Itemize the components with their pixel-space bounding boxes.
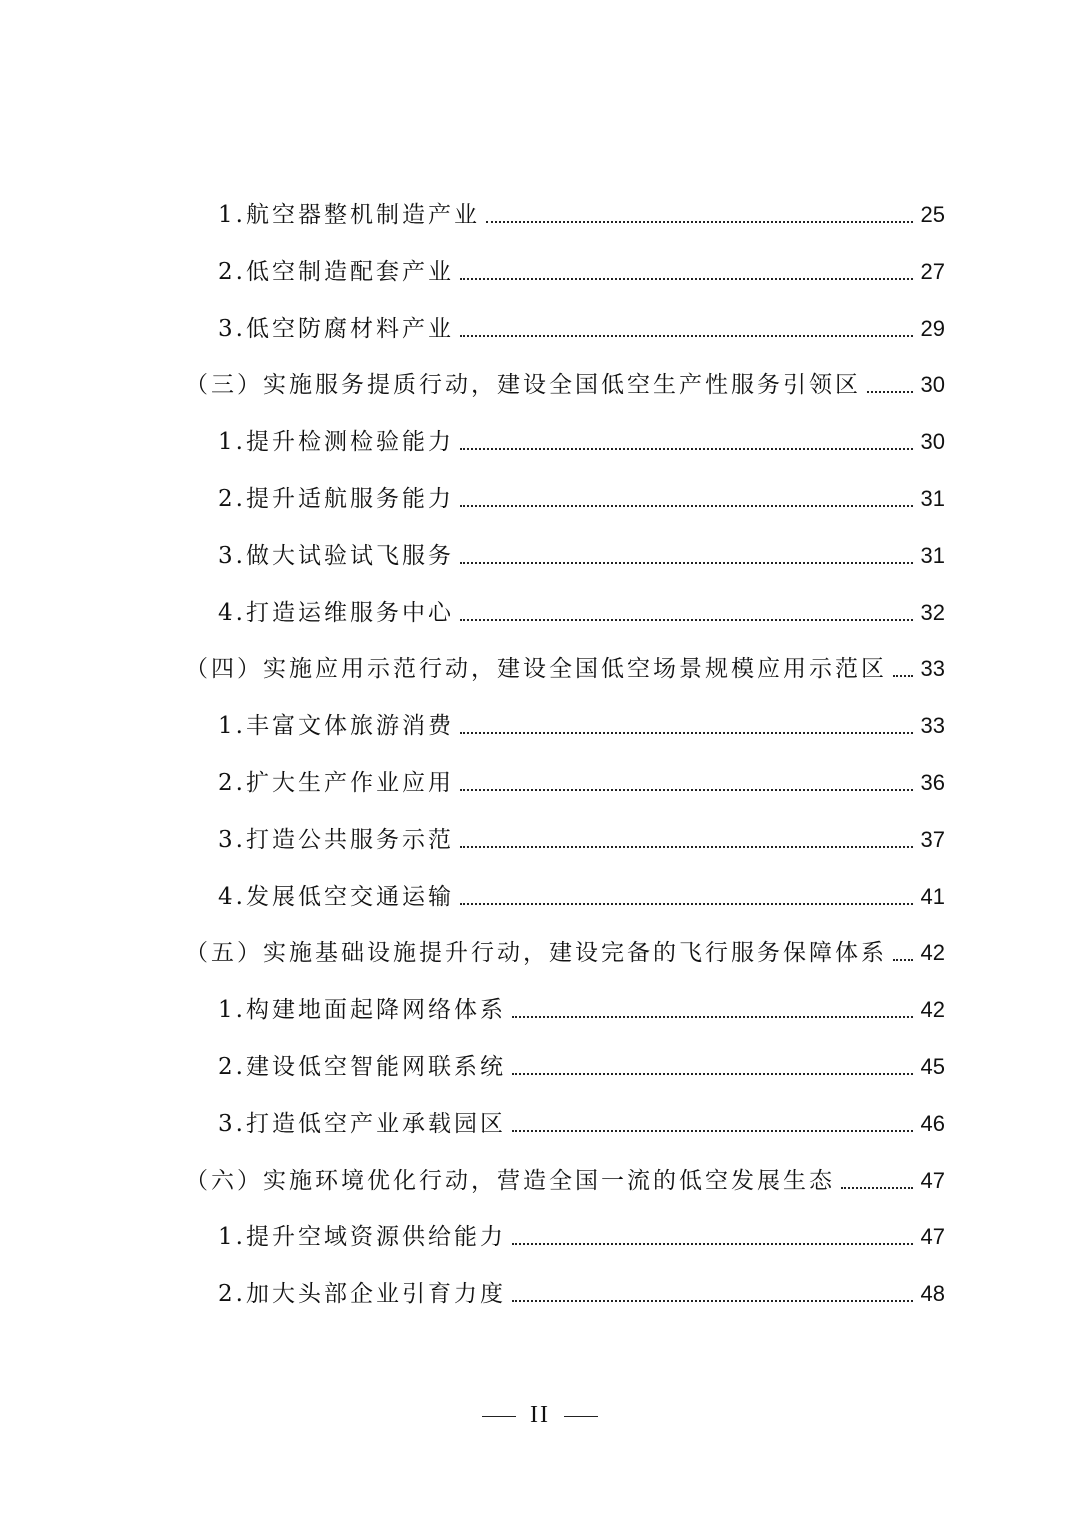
toc-entry[interactable] [218, 1212, 945, 1252]
toc-entry[interactable] [218, 815, 945, 855]
toc-entry-title: （六）实施环境优化行动，营造全国一流的低空发展生态 [185, 1167, 835, 1194]
toc-entry-page-number: 47 [920, 1224, 945, 1250]
toc-entry[interactable] [218, 247, 945, 287]
toc-dot-leader [893, 675, 913, 677]
toc-entry[interactable] [218, 985, 945, 1025]
toc-entry-title: 1.丰富文体旅游消费 [218, 713, 454, 740]
toc-entry[interactable] [218, 758, 945, 798]
toc-entry[interactable] [218, 190, 945, 230]
toc-entry-page-number: 47 [920, 1167, 945, 1193]
toc-entry-page-number: 31 [920, 486, 945, 511]
toc-entry-page-number: 33 [920, 713, 945, 739]
toc-entry-page-number: 29 [920, 315, 945, 341]
toc-entry-title: 1.提升检测检验能力 [218, 429, 454, 456]
toc-entry[interactable] [218, 304, 945, 344]
toc-dot-leader [512, 1130, 913, 1132]
toc-entry-title: 2.提升适航服务能力 [218, 486, 454, 512]
toc-entry-page-number: 42 [920, 997, 945, 1023]
toc-dot-leader [460, 335, 913, 337]
toc-entry[interactable] [218, 701, 945, 741]
toc-dot-leader [512, 1016, 913, 1018]
toc-entry-page-number: 25 [920, 202, 945, 227]
toc-entry-page-number: 30 [920, 372, 945, 398]
toc-section-heading[interactable] [185, 1156, 945, 1196]
toc-entry-title: 1.构建地面起降网络体系 [218, 997, 506, 1024]
toc-entry-page-number: 30 [920, 429, 945, 455]
toc-dot-leader [460, 562, 913, 564]
toc-dot-leader [460, 619, 913, 621]
toc-entry-title: （五）实施基础设施提升行动，建设完备的飞行服务保障体系 [185, 940, 887, 967]
toc-entry-page-number: 27 [920, 258, 945, 284]
toc-entry-title: 2.扩大生产作业应用 [218, 770, 454, 796]
toc-dot-leader [486, 221, 913, 223]
toc-dot-leader [460, 448, 913, 450]
footer-page-number: II [530, 1402, 550, 1428]
toc-entry-title: 2.加大头部企业引育力度 [218, 1281, 506, 1308]
toc-entry[interactable] [218, 588, 945, 628]
toc-entry-page-number: 32 [920, 599, 945, 625]
toc-entry-title: （四）实施应用示范行动，建设全国低空场景规模应用示范区 [185, 656, 887, 683]
toc-entry-title: 2.建设低空智能网联系统 [218, 1054, 506, 1080]
toc-entry-page-number: 45 [920, 1054, 945, 1079]
toc-section-heading[interactable] [185, 928, 945, 968]
toc-dot-leader [512, 1073, 913, 1075]
footer-dash-left [482, 1416, 516, 1417]
toc-entry-title: （三）实施服务提质行动，建设全国低空生产性服务引领区 [185, 372, 861, 399]
toc-entry-title: 3.打造低空产业承载园区 [218, 1110, 506, 1137]
toc-entry-title: 4.打造运维服务中心 [218, 599, 454, 626]
toc-entry-page-number: 41 [920, 883, 945, 909]
toc-dot-leader [460, 846, 913, 848]
toc-dot-leader [460, 505, 913, 507]
toc-entry-page-number: 48 [920, 1281, 945, 1307]
toc-dot-leader [841, 1187, 913, 1189]
toc-dot-leader [867, 391, 913, 393]
toc-entry-page-number: 42 [920, 940, 945, 966]
toc-entry[interactable] [218, 1269, 945, 1309]
toc-entry-page-number: 33 [920, 656, 945, 682]
toc-dot-leader [512, 1300, 913, 1302]
toc-dot-leader [460, 732, 913, 734]
toc-entry-title: 1.提升空域资源供给能力 [218, 1224, 506, 1251]
toc-dot-leader [460, 278, 913, 280]
footer-dash-right [564, 1416, 598, 1417]
toc-entry-title: 4.发展低空交通运输 [218, 883, 454, 910]
toc-entry[interactable] [218, 1099, 945, 1139]
toc-entry-title: 1.航空器整机制造产业 [218, 202, 480, 228]
toc-entry[interactable] [218, 872, 945, 912]
toc-entry[interactable] [218, 531, 945, 571]
toc-dot-leader [460, 903, 913, 905]
toc-entry-page-number: 37 [920, 826, 945, 852]
toc-entry-title: 3.做大试验试飞服务 [218, 542, 454, 569]
toc-section-heading[interactable] [185, 644, 945, 684]
toc-dot-leader [512, 1243, 913, 1245]
toc-entry-title: 2.低空制造配套产业 [218, 258, 454, 285]
toc-entry-page-number: 31 [920, 542, 945, 568]
toc-entry-page-number: 36 [920, 770, 945, 795]
toc-section-heading[interactable] [185, 360, 945, 400]
page-footer [0, 1402, 1080, 1429]
toc-entry[interactable] [218, 474, 945, 514]
toc-entry[interactable] [218, 1042, 945, 1082]
toc-dot-leader [460, 789, 913, 791]
toc-entry-title: 3.打造公共服务示范 [218, 826, 454, 853]
toc-dot-leader [893, 959, 913, 961]
toc-entry[interactable] [218, 417, 945, 457]
toc-entry-title: 3.低空防腐材料产业 [218, 315, 454, 342]
toc-entry-page-number: 46 [920, 1110, 945, 1136]
